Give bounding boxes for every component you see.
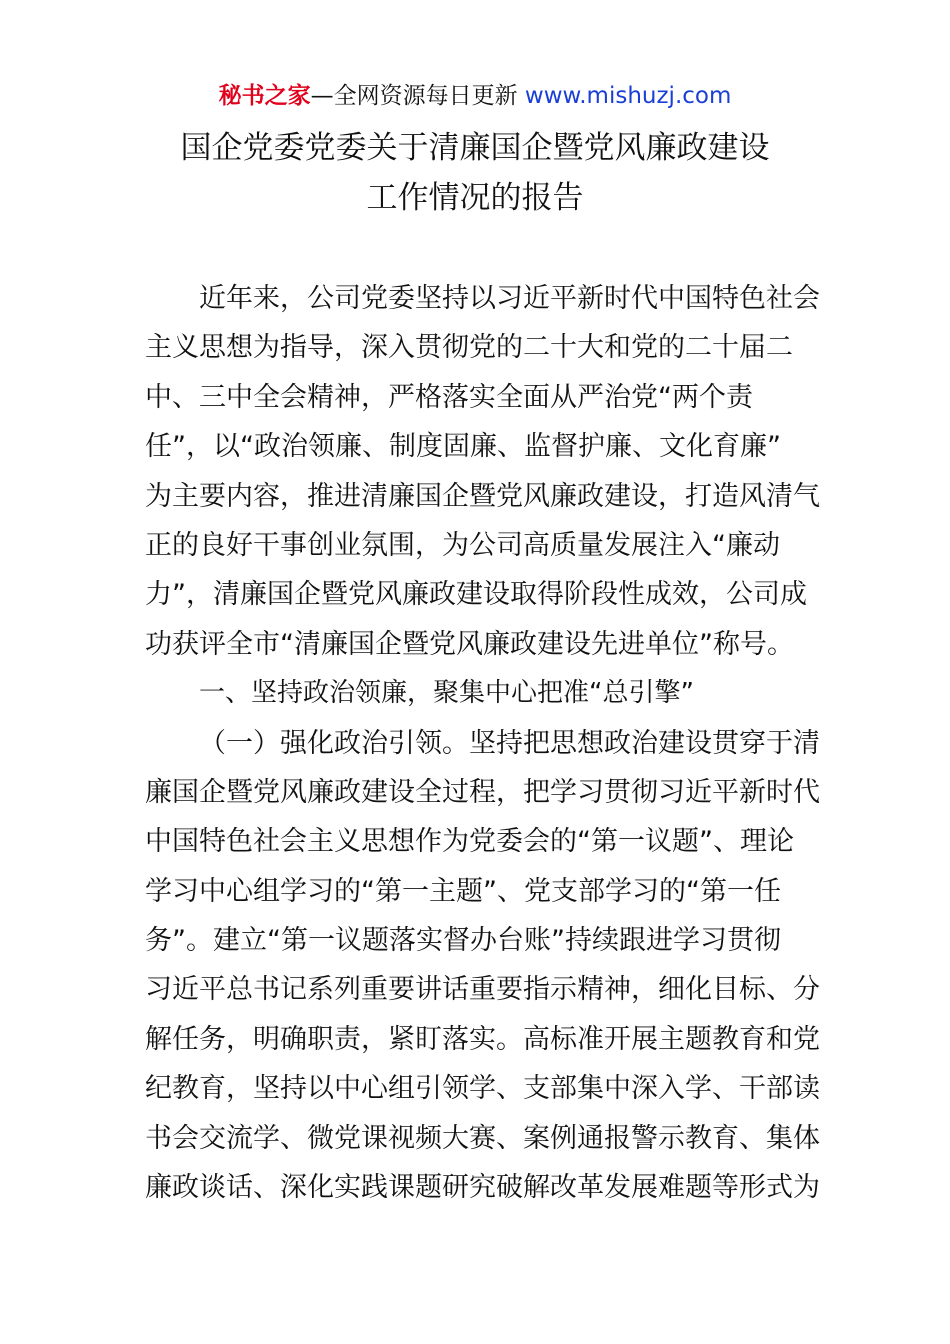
section-heading: 一、坚持政治领廉，聚集中心把准“总引擎”: [199, 678, 694, 709]
document-title-line-2: 工作情况的报告: [366, 180, 584, 216]
body-line: 任”，以“政治领廉、制度固廉、监督护廉、文化育廉”: [145, 431, 781, 463]
body-line: 廉政谈话、深化实践课题研究破解改革发展难题等形式为: [145, 1172, 820, 1204]
body-line: 功获评全市“清廉国企暨党风廉政建设先进单位”称号。: [145, 628, 794, 660]
body-line: 近年来，公司党委坚持以习近平新时代中国特色社会: [199, 283, 820, 314]
body-line: 正的良好干事创业氛围，为公司高质量发展注入“廉动: [145, 529, 780, 561]
body-line: 中国特色社会主义思想作为党委会的“第一议题”、理论: [145, 826, 794, 858]
document-title-line-1: 国企党委党委关于清廉国企暨党风廉政建设: [180, 130, 770, 166]
brand-name: 秘书之家: [218, 83, 311, 109]
body-line: 中、三中全会精神，严格落实全面从严治党“两个责: [145, 381, 753, 413]
document-body: [145, 274, 820, 1212]
body-line: 书会交流学、微党课视频大赛、案例通报警示教育、集体: [145, 1122, 820, 1154]
site-url[interactable]: www.mishuzj.com: [524, 83, 732, 109]
header-tagline: —全网资源每日更新: [310, 83, 525, 109]
body-line: 力”，清廉国企暨党风廉政建设取得阶段性成效，公司成: [145, 579, 807, 611]
body-line: 纪教育，坚持以中心组引领学、支部集中深入学、干部读: [145, 1073, 820, 1105]
body-line: 务”。建立“第一议题落实督办台账”持续跟进学习贯彻: [145, 925, 781, 957]
body-line: 解任务，明确职责，紧盯落实。高标准开展主题教育和党: [145, 1023, 820, 1055]
body-line: 主义思想为指导，深入贯彻党的二十大和党的二十届二: [145, 332, 793, 364]
body-line: （一）强化政治引领。坚持把思想政治建设贯穿于清: [199, 727, 820, 759]
body-line: 学习中心组学习的“第一主题”、党支部学习的“第一任: [145, 875, 781, 907]
body-line: 廉国企暨党风廉政建设全过程，把学习贯彻习近平新时代: [145, 776, 820, 808]
site-header: [0, 80, 950, 112]
body-line: 为主要内容，推进清廉国企暨党风廉政建设，打造风清气: [145, 480, 820, 512]
body-line: 习近平总书记系列重要讲话重要指示精神，细化目标、分: [145, 974, 820, 1006]
